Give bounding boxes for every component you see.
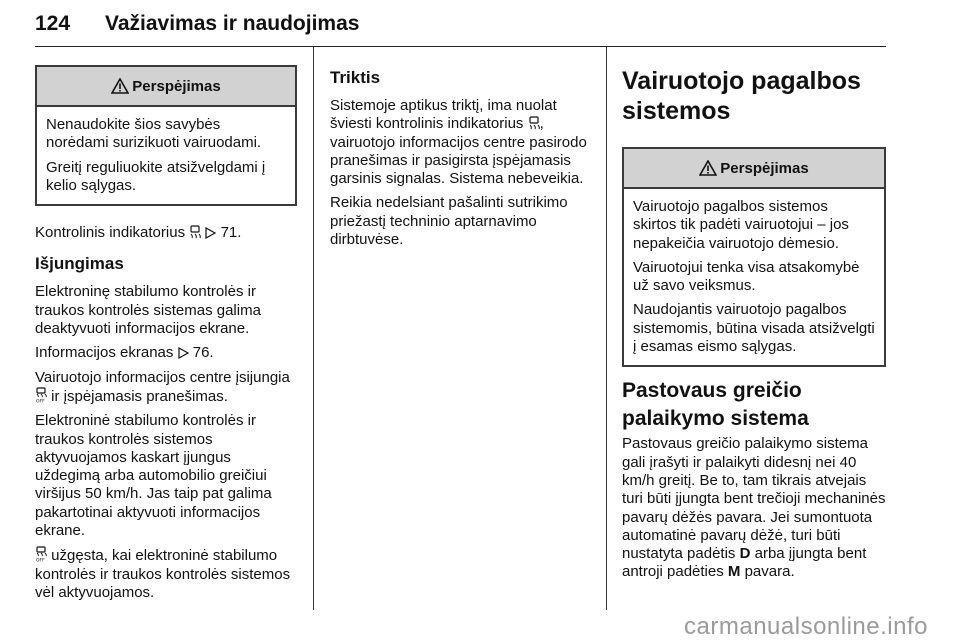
column-divider-1 xyxy=(313,47,314,610)
svg-text:OFF: OFF xyxy=(36,399,45,403)
subsection-title-line-1: Pastovaus greičio xyxy=(622,379,802,403)
section-heading-isjungimas: Išjungimas xyxy=(35,254,124,274)
indicator-paragraph xyxy=(35,224,297,242)
warning-box xyxy=(35,65,297,206)
column-2 xyxy=(330,46,592,255)
warning-text-1: Vairuotojo pagalbos sistemos skirtos tik padėti vairuotojui – jos nepakeičia vairuotojo dėmesio. xyxy=(633,198,849,252)
paragraph-activation: Elektroninė stabilumo kontrolės ir traukos kontrolės sistemos aktyvuojamos kaskart įjungus uždegimą arba automobilio greičiui viršijus 50 km/h. Jas taip pat galima pakartotinai aktyvuoti informacijos ekrane. xyxy=(35,412,272,540)
warning-header xyxy=(624,149,884,189)
warning-text-2: Vairuotojui tenka visa atsakomybė už savo veiksmus. xyxy=(633,258,860,295)
warning-header xyxy=(37,67,295,107)
page-reference-arrow-icon xyxy=(178,347,189,359)
traction-control-icon xyxy=(528,116,540,130)
traction-control-icon xyxy=(189,225,201,239)
fault-text-a: Sistemoje aptikus triktį, ima nuolat šviesti kontrolinis indikatorius xyxy=(330,97,557,133)
warning-body xyxy=(624,189,884,365)
warning-box xyxy=(622,147,886,367)
warning-triangle-icon xyxy=(111,78,129,94)
cruise-text-a: Pastovaus greičio palaikymo sistema gali įrašyti ir palaikyti didesnį nei 40 km/h greitį. Be to, tam tikrais atvejais turi būti įjungta bent trečioji mechaninės pavarų dėžės pavara. Jei sumontuota automatinė pavarų dėžė, turi būti nustatyta padėtis xyxy=(622,435,886,563)
indicator-text: Kontrolinis indikatorius xyxy=(35,224,186,242)
cruise-text-c: pavara. xyxy=(744,563,795,581)
column-3 xyxy=(622,46,886,588)
page-reference-arrow-icon xyxy=(205,227,216,239)
column-divider-2 xyxy=(606,47,607,610)
warning-title: Perspėjimas xyxy=(132,77,221,95)
warning-triangle-icon xyxy=(699,160,717,176)
goes-out-text: užgęsta, kai elektroninė stabilumo kontrolės ir traukos kontrolės sistemos vėl aktyvuojamos. xyxy=(35,547,291,601)
paragraph-fault xyxy=(330,97,592,188)
driver-info-text-b: ir įspėjamasis pranešimas. xyxy=(51,387,228,405)
section-title-driver-assistance xyxy=(622,66,886,126)
column-1 xyxy=(35,46,297,608)
traction-control-off-icon xyxy=(35,546,47,562)
paragraph-service: Reikia nedelsiant pašalinti sutrikimo priežastį techninio aptarnavimo dirbtuvėse. xyxy=(330,194,568,249)
cruise-text-b: arba įjungta bent antroji padėties xyxy=(622,545,867,581)
warning-text-3: Naudojantis vairuotojo pagalbos sistemomis, būtina visada atsižvelgti į esamas eismo sąlygas. xyxy=(633,301,875,356)
driver-info-text-a: Vairuotojo informacijos centre įsijungia xyxy=(35,368,290,386)
section-heading-triktis: Triktis xyxy=(330,68,381,87)
info-display-text: Informacijos ekranas xyxy=(35,344,174,362)
paragraph-driver-info xyxy=(35,369,297,407)
traction-control-off-icon xyxy=(35,387,47,403)
gear-m: M xyxy=(727,563,741,581)
watermark: carmanualsonline.info xyxy=(684,613,928,640)
section-title-line-1: Vairuotojo pagalbos xyxy=(622,67,861,95)
page-title: Važiavimas ir naudojimas xyxy=(105,12,360,35)
gear-d: D xyxy=(739,545,751,563)
warning-body xyxy=(37,107,295,204)
section-title-line-2: sistemos xyxy=(622,97,731,125)
warning-text-2: Greitį reguliuokite atsižvelgdami į kelio sąlygas. xyxy=(46,158,266,194)
paragraph-cruise-control xyxy=(622,435,886,581)
page-number: 124 xyxy=(35,12,71,35)
indicator-page-ref: 71. xyxy=(220,224,242,242)
paragraph-deactivate: Elektroninę stabilumo kontrolės ir traukos kontrolės sistemas galima deaktyvuoti informacijos ekrane. xyxy=(35,283,261,338)
paragraph-info-display xyxy=(35,344,297,362)
info-display-page-ref: 76. xyxy=(192,344,214,362)
warning-title: Perspėjimas xyxy=(720,159,809,177)
fault-text-b: , vairuotojo informacijos centre pasirodo pranešimas ir pasigirsta įspėjamasis garsinis signalas. Sistema nebeveikia. xyxy=(330,115,587,188)
page-header xyxy=(35,12,359,36)
subsection-title-line-2: palaikymo sistema xyxy=(622,407,809,431)
subsection-title-cruise-control xyxy=(622,377,886,433)
paragraph-goes-out xyxy=(35,546,297,602)
warning-text-1: Nenaudokite šios savybės norėdami surizikuoti vairuodami. xyxy=(46,116,262,152)
svg-text:OFF: OFF xyxy=(36,558,45,563)
